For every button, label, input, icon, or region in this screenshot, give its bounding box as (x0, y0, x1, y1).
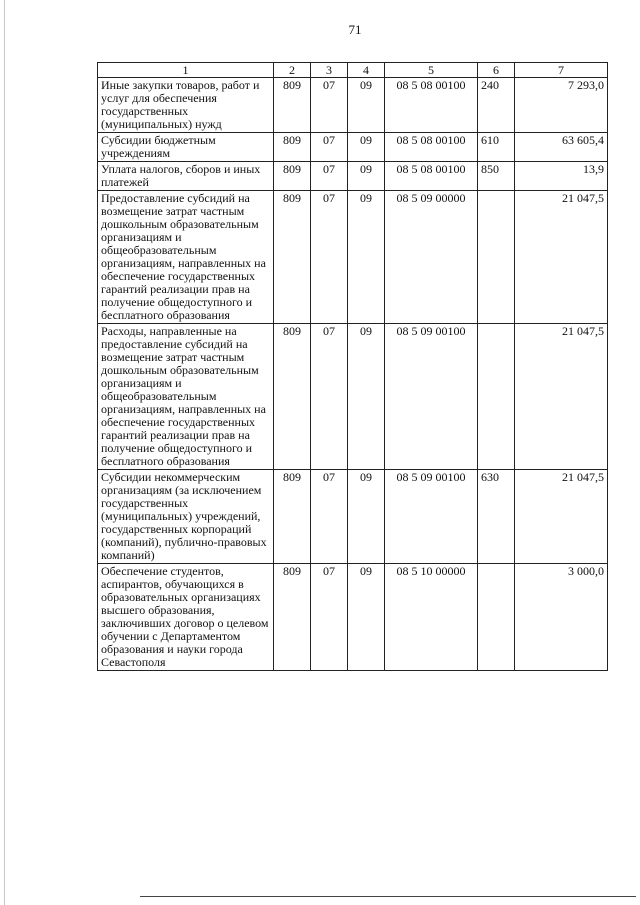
table-row (98, 78, 608, 133)
header-cell: 2 (274, 63, 311, 78)
amount-cell: 21 047,5 (515, 324, 608, 470)
amount-cell: 21 047,5 (515, 191, 608, 324)
col-2-cell: 809 (274, 324, 311, 470)
col-4-cell: 09 (348, 191, 385, 324)
col-6-cell (478, 324, 515, 470)
col-2-cell: 809 (274, 162, 311, 191)
col-4-cell: 09 (348, 324, 385, 470)
amount-cell: 7 293,0 (515, 78, 608, 133)
bottom-rule (140, 896, 636, 897)
row-name: Иные закупки товаров, работ и услуг для обеспечения государственных (муниципальных) нужд (98, 78, 274, 133)
budget-table (97, 62, 608, 671)
col-5-cell: 08 5 09 00100 (385, 470, 478, 564)
col-6-cell: 610 (478, 133, 515, 162)
col-5-cell: 08 5 09 00000 (385, 191, 478, 324)
col-5-cell: 08 5 08 00100 (385, 133, 478, 162)
col-2-cell: 809 (274, 191, 311, 324)
col-3-cell: 07 (311, 470, 348, 564)
col-4-cell: 09 (348, 564, 385, 671)
col-5-cell: 08 5 08 00100 (385, 162, 478, 191)
row-name: Субсидии бюджетным учреждениям (98, 133, 274, 162)
row-name: Расходы, направленные на предоставление субсидий на возмещение затрат частным дошкольным образовательным организациям и общеобразовательным организациям, направленных на обеспечение государственных гарантий реализации прав на получение общедоступного и бесплатного образования (98, 324, 274, 470)
col-3-cell: 07 (311, 191, 348, 324)
col-5-cell: 08 5 10 00000 (385, 564, 478, 671)
header-cell: 6 (478, 63, 515, 78)
col-2-cell: 809 (274, 564, 311, 671)
page-number: 71 (348, 22, 362, 37)
header-cell: 4 (348, 63, 385, 78)
col-2-cell: 809 (274, 133, 311, 162)
amount-cell: 63 605,4 (515, 133, 608, 162)
col-3-cell: 07 (311, 133, 348, 162)
col-3-cell: 07 (311, 324, 348, 470)
col-2-cell: 809 (274, 78, 311, 133)
table-row (98, 191, 608, 324)
col-4-cell: 09 (348, 470, 385, 564)
table-row (98, 564, 608, 671)
col-4-cell: 09 (348, 133, 385, 162)
row-name: Субсидии некоммерческим организациям (за исключением государственных (муниципальных) учреждений, государственных корпораций (компаний), публично-правовых компаний) (98, 470, 274, 564)
col-3-cell: 07 (311, 78, 348, 133)
header-cell: 5 (385, 63, 478, 78)
col-4-cell: 09 (348, 162, 385, 191)
col-3-cell: 07 (311, 162, 348, 191)
col-4-cell: 09 (348, 78, 385, 133)
col-6-cell (478, 191, 515, 324)
col-3-cell: 07 (311, 564, 348, 671)
table-row (98, 470, 608, 564)
header-cell: 7 (515, 63, 608, 78)
amount-cell: 3 000,0 (515, 564, 608, 671)
col-6-cell: 850 (478, 162, 515, 191)
table-row (98, 133, 608, 162)
col-6-cell: 240 (478, 78, 515, 133)
header-cell: 3 (311, 63, 348, 78)
row-name: Уплата налогов, сборов и иных платежей (98, 162, 274, 191)
col-5-cell: 08 5 09 00100 (385, 324, 478, 470)
col-6-cell (478, 564, 515, 671)
col-5-cell: 08 5 08 00100 (385, 78, 478, 133)
scan-left-edge (4, 0, 5, 905)
amount-cell: 13,9 (515, 162, 608, 191)
amount-cell: 21 047,5 (515, 470, 608, 564)
header-row (98, 63, 608, 78)
col-2-cell: 809 (274, 470, 311, 564)
col-6-cell: 630 (478, 470, 515, 564)
row-name: Обеспечение студентов, аспирантов, обучающихся в образовательных организациях высшего образования, заключивших договор о целевом обучении с Департаментом образования и науки города Севастополя (98, 564, 274, 671)
header-cell: 1 (98, 63, 274, 78)
table-row (98, 324, 608, 470)
row-name: Предоставление субсидий на возмещение затрат частным дошкольным образовательным организациям и общеобразовательным организациям, направленных на обеспечение государственных гарантий реализации прав на получение общедоступного и бесплатного образования (98, 191, 274, 324)
table-row (98, 162, 608, 191)
